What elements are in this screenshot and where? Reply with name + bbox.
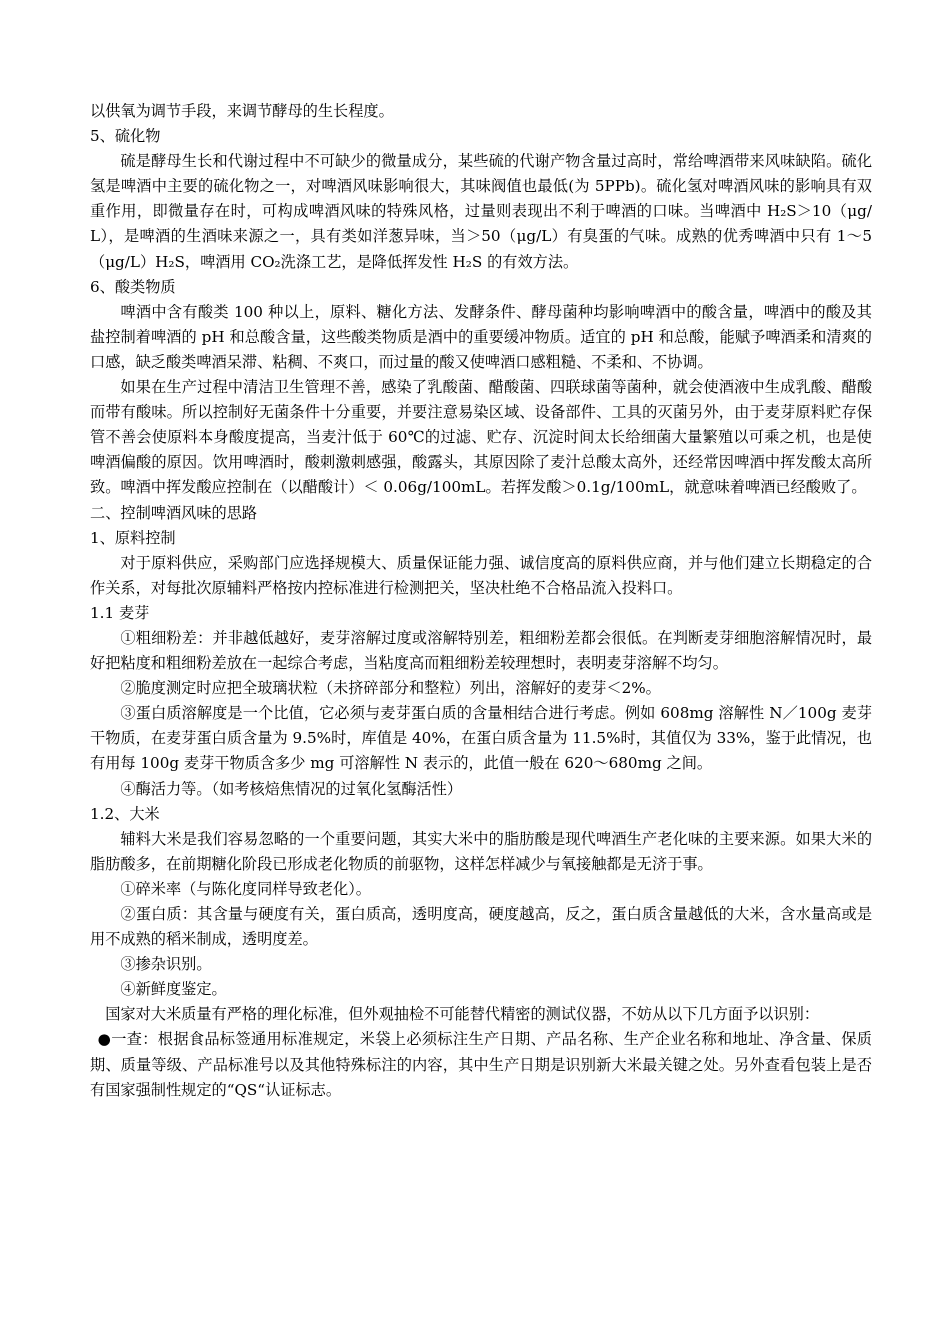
heading-sulfides: 5、硫化物	[90, 127, 161, 146]
paragraph-malt-fine-coarse: ①粗细粉差：并非越低越好，麦芽溶解过度或溶解特别差，粗细粉差都会很低。在判断麦芽细胞溶解情况时，最好把粘度和粗细粉差放在一起综合考虑，当粘度高而粗细粉差较理想时，表明麦芽溶解不均匀。	[90, 628, 872, 673]
paragraph-rice-standards: 国家对大米质量有严格的理化标准，但外观抽检不可能替代精密的测试仪器，不妨从以下几方面予以识别：	[105, 1005, 819, 1024]
paragraph-rice-protein: ②蛋白质：其含量与硬度有关，蛋白质高，透明度高，硬度越高，反之，蛋白质含量越低的大米，含水量高或是用不成熟的稻米制成，透明度差。	[90, 905, 872, 949]
paragraph-raw-material-supply: 对于原料供应，采购部门应选择规模大、质量保证能力强、诚信度高的原料供应商，并与他们建立长期稳定的合作关系，对每批次原辅料严格按内控标准进行检测把关，坚决杜绝不合格品流入投料口。	[90, 553, 872, 597]
paragraph-rice-freshness: ④新鲜度鉴定。	[120, 980, 227, 999]
paragraph-acids-content: 啤酒中含有酸类 100 种以上，原料、糖化方法、发酵条件、酵母菌种均影响啤酒中的酸含量，啤酒中的酸及其盐控制着啤酒的 pH 和总酸含量，这些酸类物质是酒中的重要缓冲物质。适宜的 pH 和总酸，能赋予啤酒柔和清爽的口感，缺乏酸类啤酒呆滞、粘稠、不爽口，而过量的酸又使啤酒口感粗糙、不柔和、不协调。	[90, 302, 872, 371]
paragraph-malt-protein: ③蛋白质溶解度是一个比值，它必须与麦芽蛋白质的含量相结合进行考虑。例如 608mg 溶解性 N／100g 麦芽干物质，在麦芽蛋白质含量为 9.5%时，库值是 40%，在蛋白质含量为 11.5%时，其值仅为 33%，鉴于此情况，也有用每 100g 麦芽干物质含多少 mg 可溶解性 N 表示的，此值一般在 620～680mg 之间。	[90, 704, 872, 773]
paragraph-intro-oxygen: 以供氧为调节手段，来调节酵母的生长程度。	[90, 102, 394, 120]
paragraph-sulfides: 硫是酵母生长和代谢过程中不可缺少的微量成分，某些硫的代谢产物含量过高时，常给啤酒带来风味缺陷。硫化氢是啤酒中主要的硫化物之一，对啤酒风味影响很大，其味阀值也最低(为 5PPb)。硫化氢对啤酒风味的影响具有双重作用，即微量存在时，可构成啤酒风味的特殊风格，过量则表现出不利于啤酒的口味。当啤酒中 H₂S＞10（μg/L），是啤酒的生酒味来源之一，具有类如洋葱异味，当＞50（μg/L）有臭蛋的气味。成熟的优秀啤酒中只有 1～5（μg/L）H₂S，啤酒用 CO₂洗涤工艺，是降低挥发性 H₂S 的有效方法。	[90, 152, 872, 271]
heading-raw-material-control: 1、原料控制	[90, 528, 176, 547]
heading-acids: 6、酸类物质	[90, 277, 176, 296]
paragraph-malt-friability: ②脆度测定时应把全玻璃状粒（未挤碎部分和整粒）列出，溶解好的麦芽＜2%。	[120, 679, 661, 698]
paragraph-rice-check-label: ●一查：根据食品标签通用标准规定，米袋上必须标注生产日期、产品名称、生产企业名称和地址、净含量、保质期、质量等级、产品标准号以及其他特殊标注的内容，其中生产日期是识别新大米最关键之处。另外查看包装上是否有国家强制性规定的“QS“认证标志。	[90, 1030, 872, 1099]
paragraph-rice-adulteration: ③掺杂识别。	[120, 955, 212, 974]
paragraph-rice-broken: ①碎米率（与陈化度同样导致老化）。	[120, 879, 371, 898]
heading-flavor-control: 二、控制啤酒风味的思路	[90, 503, 258, 522]
document-page	[90, 99, 872, 1103]
paragraph-malt-enzyme: ④酶活力等。（如考核焙焦情况的过氧化氢酶活性）	[120, 779, 463, 798]
paragraph-rice-intro: 辅料大米是我们容易忽略的一个重要问题，其实大米中的脂肪酸是现代啤酒生产老化味的主要来源。如果大米的脂肪酸多，在前期糖化阶段已形成老化物质的前驱物，这样怎样减少与氧接触都是无济于事。	[90, 829, 872, 873]
paragraph-acids-contamination: 如果在生产过程中清洁卫生管理不善，感染了乳酸菌、醋酸菌、四联球菌等菌种，就会使酒液中生成乳酸、醋酸而带有酸味。所以控制好无菌条件十分重要，并要注意易染区域、设备部件、工具的灭菌另外，由于麦芽原料贮存保管不善会使原料本身酸度提高，当麦汁低于 60℃的过滤、贮存、沉淀时间太长给细菌大量繁殖以可乘之机，也是使啤酒偏酸的原因。饮用啤酒时，酸刺激刺感强，酸露头，其原因除了麦汁总酸太高外，还经常因啤酒中挥发酸太高所致。啤酒中挥发酸应控制在（以醋酸计）＜ 0.06g/100mL。若挥发酸＞0.1g/100mL，就意味着啤酒已经酸败了。	[90, 378, 872, 497]
heading-malt: 1.1 麦芽	[90, 603, 150, 622]
heading-rice: 1.2、大米	[90, 804, 160, 823]
